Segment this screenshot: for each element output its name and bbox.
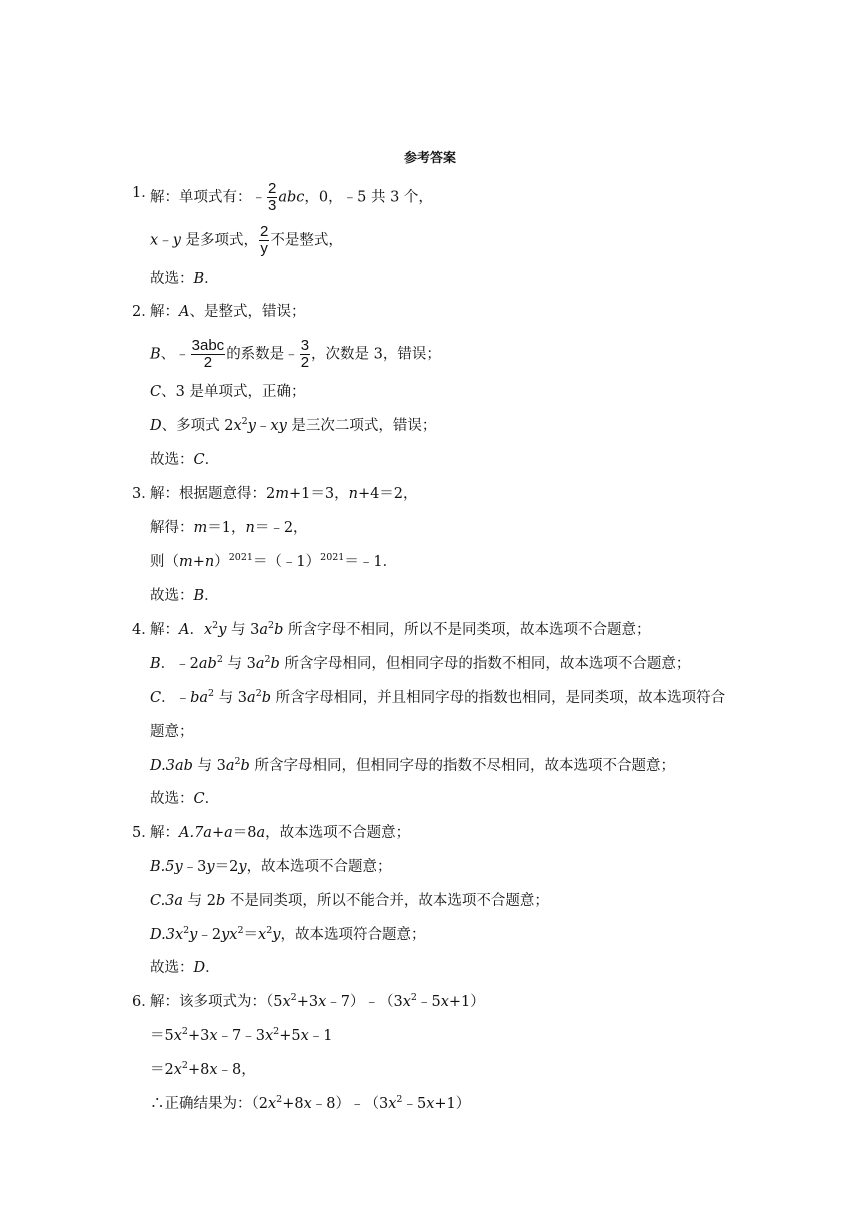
answer-1-line-1: 解：单项式有：﹣ $\frac{2}{3}$ abc，0，﹣5 共 3 个， [150, 180, 433, 214]
answer-3-choice: 故选：B． [150, 588, 219, 604]
answer-4-line-2: B．$﹣2ab^2$ 与 $3a^2b$ 所含字母相同，但相同字母的指数不相同，故本选项不合题意； [150, 654, 691, 672]
answer-5-line-1: 解：A.7a+a＝8a，故本选项不合题意； [150, 825, 411, 841]
answer-6-line-1: 解：该多项式为：$(5x^2+3x﹣7)﹣(3x^2﹣5x+1)$ [150, 992, 485, 1010]
answer-2-line-2: B、﹣ $\frac{\text{3abc}}{2}$ 的系数是﹣ $\frac{3}{2}$ ，次数是 3，错误； [150, 337, 441, 371]
answer-4-line-3: C．$﹣ba^2$ 与 $3a^2b$ 所含字母相同，并且相同字母的指数也相同，是同类项，故本选项符合 [150, 688, 726, 706]
answer-1-number: 1． [132, 185, 156, 201]
answer-5-number: 5． [132, 825, 156, 841]
answer-3-line-3: 则$(m+n)^{2021}=(﹣1)^{2021}=﹣1$． [150, 552, 398, 570]
answer-6-number: 6． [132, 994, 156, 1010]
answer-4-choice: 故选：C． [150, 791, 220, 807]
answer-6-line-4: ∴正确结果为：$(2x^2+8x﹣8)﹣(3x^2﹣5x+1)$ [150, 1094, 471, 1112]
page-title: 参考答案 [403, 151, 456, 166]
answer-2-line-3: C、3 是单项式，正确； [150, 384, 306, 400]
fraction-2-3: $\frac{2}{3}$ [268, 180, 277, 214]
answer-5-line-2: B.5y﹣3y＝2y，故本选项不合题意； [150, 859, 392, 875]
answer-1-line-2: x﹣y 是多项式， $\frac{2}{y}$ 不是整式， [150, 223, 343, 257]
answer-2-line-1: 解：A、是整式，错误； [150, 304, 306, 320]
answer-5-line-3: C.3a 与 2b 不是同类项，所以不能合并，故本选项不合题意； [150, 893, 549, 909]
fraction-3abc-2: $\frac{\text{3abc}}{2}$ [191, 337, 225, 371]
answer-1-choice: 故选：B． [150, 271, 219, 287]
fraction-3-2: $\frac{3}{2}$ [300, 337, 310, 371]
answer-5-line-4: $D.3x^2y﹣2yx^2=x^2y$，故本选项符合题意； [150, 925, 426, 943]
fraction-2-y: $\frac{2}{y}$ [260, 223, 269, 257]
answer-2-line-4: D、多项式 $2x^2y﹣xy$ 是三次二项式，错误； [150, 416, 437, 434]
answer-6-line-2: $=5x^2+3x﹣7﹣3x^2+5x﹣1$ [150, 1026, 333, 1044]
answer-6-line-3: $=2x^2+8x﹣8$， [150, 1060, 256, 1078]
answer-3-line-2: 解得：m＝1，n＝﹣2， [150, 520, 308, 536]
answer-2-number: 2． [132, 304, 156, 320]
answer-4-line-5: D.3ab 与 $3a^2b$ 所含字母相同，但相同字母的指数不尽相同，故本选项不合题意； [150, 756, 675, 774]
answer-3-line-1: 解：根据题意得：2m+1＝3，n+4＝2， [150, 486, 418, 502]
answer-2-choice: 故选：C． [150, 452, 220, 468]
answer-4-line-4: 题意； [150, 724, 194, 740]
answer-4-line-1: 解：A．$x^2y$ 与 $3a^2b$ 所含字母不相同，所以不是同类项，故本选项不合题意； [150, 620, 651, 638]
answer-4-number: 4． [132, 622, 156, 638]
answer-3-number: 3． [132, 486, 156, 502]
answer-5-choice: 故选：D． [150, 960, 220, 976]
